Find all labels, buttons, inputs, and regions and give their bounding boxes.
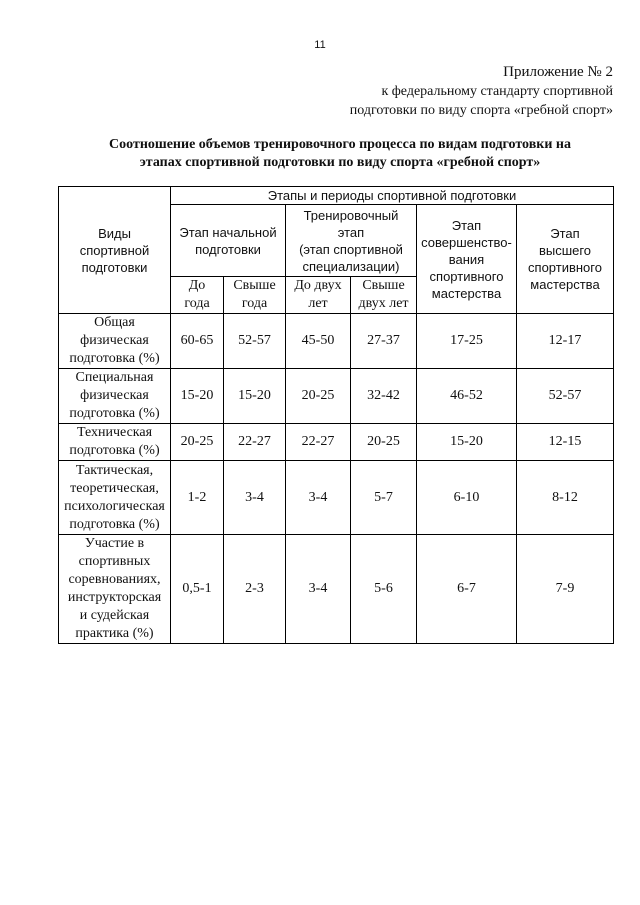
table-cell: 52-57 <box>224 314 286 369</box>
training-ratio-table <box>58 186 614 644</box>
table-cell: 2-3 <box>224 535 286 644</box>
table-cell: 5-7 <box>351 461 417 535</box>
table-cell: 5-6 <box>351 535 417 644</box>
table-cell: 6-10 <box>417 461 517 535</box>
table-cell: 12-15 <box>517 424 614 461</box>
table-cell: 6-7 <box>417 535 517 644</box>
table-cell: 22-27 <box>286 424 351 461</box>
table-cell: 12-17 <box>517 314 614 369</box>
header-training-stage: Тренировочный этап (этап спортивной специализации) <box>286 205 417 277</box>
table-cell: 7-9 <box>517 535 614 644</box>
table-cell: 20-25 <box>351 424 417 461</box>
table-cell: 20-25 <box>171 424 224 461</box>
row-label: Участие в спортивных соревнованиях, инструкторская и судейская практика (%) <box>59 535 171 644</box>
subheader-over-year: Свыше года <box>224 277 286 314</box>
subheader-over-two-years: Свыше двух лет <box>351 277 417 314</box>
header-improvement-stage: Этап совершенство- вания спортивного мастерства <box>417 205 517 314</box>
header-initial-stage: Этап начальной подготовки <box>171 205 286 277</box>
table-cell: 8-12 <box>517 461 614 535</box>
table-cell: 15-20 <box>224 369 286 424</box>
table-cell: 15-20 <box>417 424 517 461</box>
subheader-up-to-two-years: До двух лет <box>286 277 351 314</box>
table-cell: 20-25 <box>286 369 351 424</box>
table-cell: 3-4 <box>286 461 351 535</box>
table-cell: 3-4 <box>286 535 351 644</box>
table-cell: 1-2 <box>171 461 224 535</box>
table-row <box>59 461 614 535</box>
subheader-up-to-year: До года <box>171 277 224 314</box>
title-line-2: этапах спортивной подготовки по виду спорта «гребной спорт» <box>139 155 541 170</box>
title-line-1: Соотношение объемов тренировочного процесса по видам подготовки на <box>109 137 571 152</box>
appendix-note <box>350 63 613 120</box>
header-training-types: Виды спортивной подготовки <box>59 187 171 314</box>
table-cell: 52-57 <box>517 369 614 424</box>
row-label: Общая физическая подготовка (%) <box>59 314 171 369</box>
table-row <box>59 314 614 369</box>
table-cell: 32-42 <box>351 369 417 424</box>
table-cell: 0,5-1 <box>171 535 224 644</box>
table-cell: 22-27 <box>224 424 286 461</box>
row-label: Тактическая, теоретическая, психологическая подготовка (%) <box>59 461 171 535</box>
row-label: Специальная физическая подготовка (%) <box>59 369 171 424</box>
page-number: 11 <box>314 39 326 51</box>
document-title <box>40 136 640 172</box>
table-cell: 45-50 <box>286 314 351 369</box>
table-cell: 15-20 <box>171 369 224 424</box>
table-cell: 17-25 <box>417 314 517 369</box>
table-row <box>59 424 614 461</box>
header-stages: Этапы и периоды спортивной подготовки <box>171 187 614 205</box>
table-row <box>59 369 614 424</box>
table-cell: 46-52 <box>417 369 517 424</box>
table-cell: 3-4 <box>224 461 286 535</box>
table-row <box>59 535 614 644</box>
table-cell: 27-37 <box>351 314 417 369</box>
appendix-line-3: подготовки по виду спорта «гребной спорт» <box>349 103 613 118</box>
row-label: Техническая подготовка (%) <box>59 424 171 461</box>
appendix-line-1: Приложение № 2 <box>503 64 613 80</box>
table-cell: 60-65 <box>171 314 224 369</box>
header-highest-stage: Этап высшего спортивного мастерства <box>517 205 614 314</box>
appendix-line-2: к федеральному стандарту спортивной <box>381 84 613 99</box>
